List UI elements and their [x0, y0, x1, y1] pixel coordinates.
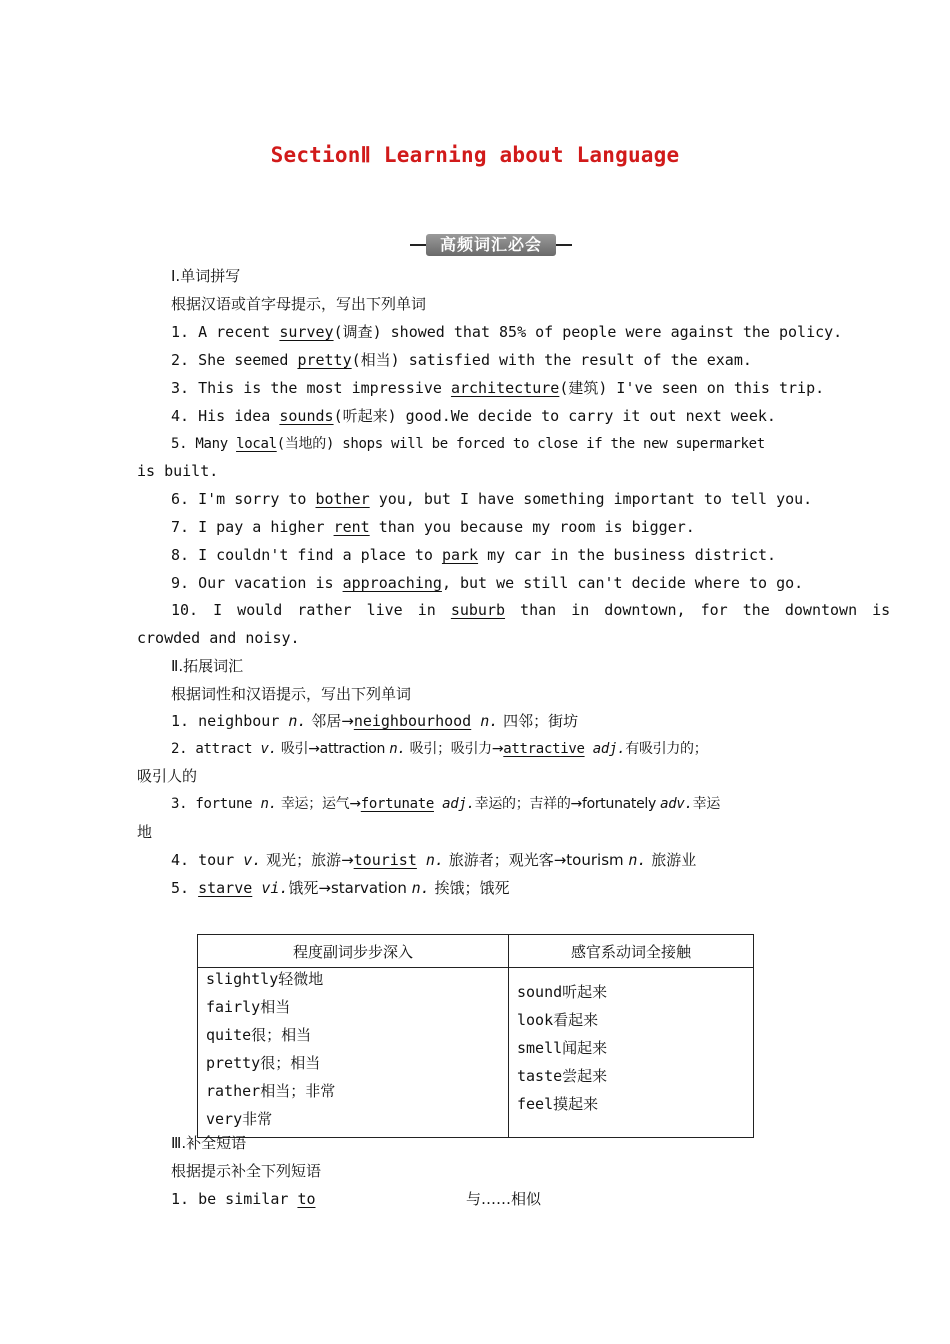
- answer-blank: tourist: [353, 851, 417, 869]
- list-item: taste尝起来: [517, 1067, 608, 1085]
- table-header: 感官系动词全接触: [509, 935, 754, 968]
- badge-label: 高频词汇必会: [426, 234, 556, 256]
- answer-blank: bother: [315, 490, 370, 508]
- linking-verb-cell: [509, 968, 754, 1138]
- list-item: 1. A recent survey(调查) showed that 85% of people were against the policy.: [171, 323, 843, 341]
- table-header: 程度副词步步深入: [198, 935, 509, 968]
- answer-blank: attractive: [503, 741, 585, 757]
- part1-heading: Ⅰ.单词拼写: [171, 267, 241, 285]
- list-item: 3. fortune n. 幸运；运气→fortunate adj.幸运的；吉祥的→fortunately adv.幸运: [171, 796, 721, 812]
- list-item: 9. Our vacation is approaching, but we still can't decide where to go.: [171, 574, 804, 592]
- list-item: smell闻起来: [517, 1039, 608, 1057]
- list-item-continuation: is built.: [137, 462, 219, 480]
- answer-blank: starve: [198, 879, 253, 897]
- answer-blank: park: [441, 546, 479, 564]
- answer-blank: to: [297, 1190, 316, 1208]
- answer-blank: architecture: [450, 379, 560, 397]
- list-item: 7. I pay a higher rent than you because my room is bigger.: [171, 518, 695, 536]
- list-item-continuation: 地: [137, 823, 153, 841]
- answer-blank: pretty: [297, 351, 352, 369]
- list-item: 2. She seemed pretty(相当) satisfied with the result of the exam.: [171, 351, 752, 369]
- comparison-table: [197, 934, 754, 1138]
- list-item: slightly轻微地: [206, 970, 324, 988]
- list-item-continuation: crowded and noisy.: [137, 629, 300, 647]
- list-item: 1. be similar to: [171, 1190, 316, 1208]
- answer-blank: local: [236, 436, 277, 452]
- list-item: fairly相当: [206, 998, 291, 1016]
- answer-blank: survey: [279, 323, 334, 341]
- list-item: 6. I'm sorry to bother you, but I have something important to tell you.: [171, 490, 813, 508]
- list-item: 10. I would rather live in suburb than in downtown, for the downtown is: [171, 601, 891, 619]
- list-item: pretty很；相当: [206, 1054, 321, 1072]
- part1-instruction: 根据汉语或首字母提示，写出下列单词: [171, 295, 427, 313]
- list-item: rather相当；非常: [206, 1082, 336, 1100]
- degree-adverb-cell: [198, 968, 509, 1138]
- answer-blank: sounds: [279, 407, 334, 425]
- phrase-meaning: 与……相似: [466, 1190, 542, 1208]
- answer-blank: neighbourhood: [353, 712, 472, 730]
- list-item: 4. His idea sounds(听起来) good.We decide to carry it out next week.: [171, 407, 776, 425]
- part2-heading: Ⅱ.拓展词汇: [171, 657, 244, 675]
- list-item: 3. This is the most impressive architecture(建筑) I've seen on this trip.: [171, 379, 825, 397]
- part3-heading: Ⅲ.补全短语: [171, 1134, 247, 1152]
- list-item: look看起来: [517, 1011, 599, 1029]
- list-item: very非常: [206, 1110, 273, 1128]
- part2-instruction: 根据词性和汉语提示，写出下列单词: [171, 685, 412, 703]
- answer-blank: fortunate: [360, 796, 434, 812]
- answer-blank: rent: [333, 518, 370, 536]
- list-item-continuation: 吸引人的: [137, 767, 198, 785]
- answer-blank: approaching: [342, 574, 442, 592]
- list-item: 2. attract v. 吸引→attraction n. 吸引；吸引力→attractive adj.有吸引力的；: [171, 741, 708, 757]
- list-item: 5. Many local(当地的) shops will be forced to close if the new supermarket: [171, 436, 765, 452]
- list-item: 8. I couldn't find a place to park my car in the business district.: [171, 546, 777, 564]
- list-item: 5. starve vi.饿死→starvation n. 挨饿；饿死: [171, 879, 510, 897]
- list-item: quite很；相当: [206, 1026, 312, 1044]
- vocab-badge: [410, 233, 572, 257]
- list-item: 4. tour v. 观光；旅游→tourist n. 旅游者；观光客→tourism n. 旅游业: [171, 851, 697, 869]
- list-item: 1. neighbour n. 邻居→neighbourhood n. 四邻；街坊: [171, 712, 579, 730]
- section-title: SectionⅡ Learning about Language: [270, 143, 680, 167]
- part3-instruction: 根据提示补全下列短语: [171, 1162, 322, 1180]
- answer-blank: suburb: [450, 601, 506, 619]
- list-item: sound听起来: [517, 983, 608, 1001]
- list-item: feel摸起来: [517, 1095, 599, 1113]
